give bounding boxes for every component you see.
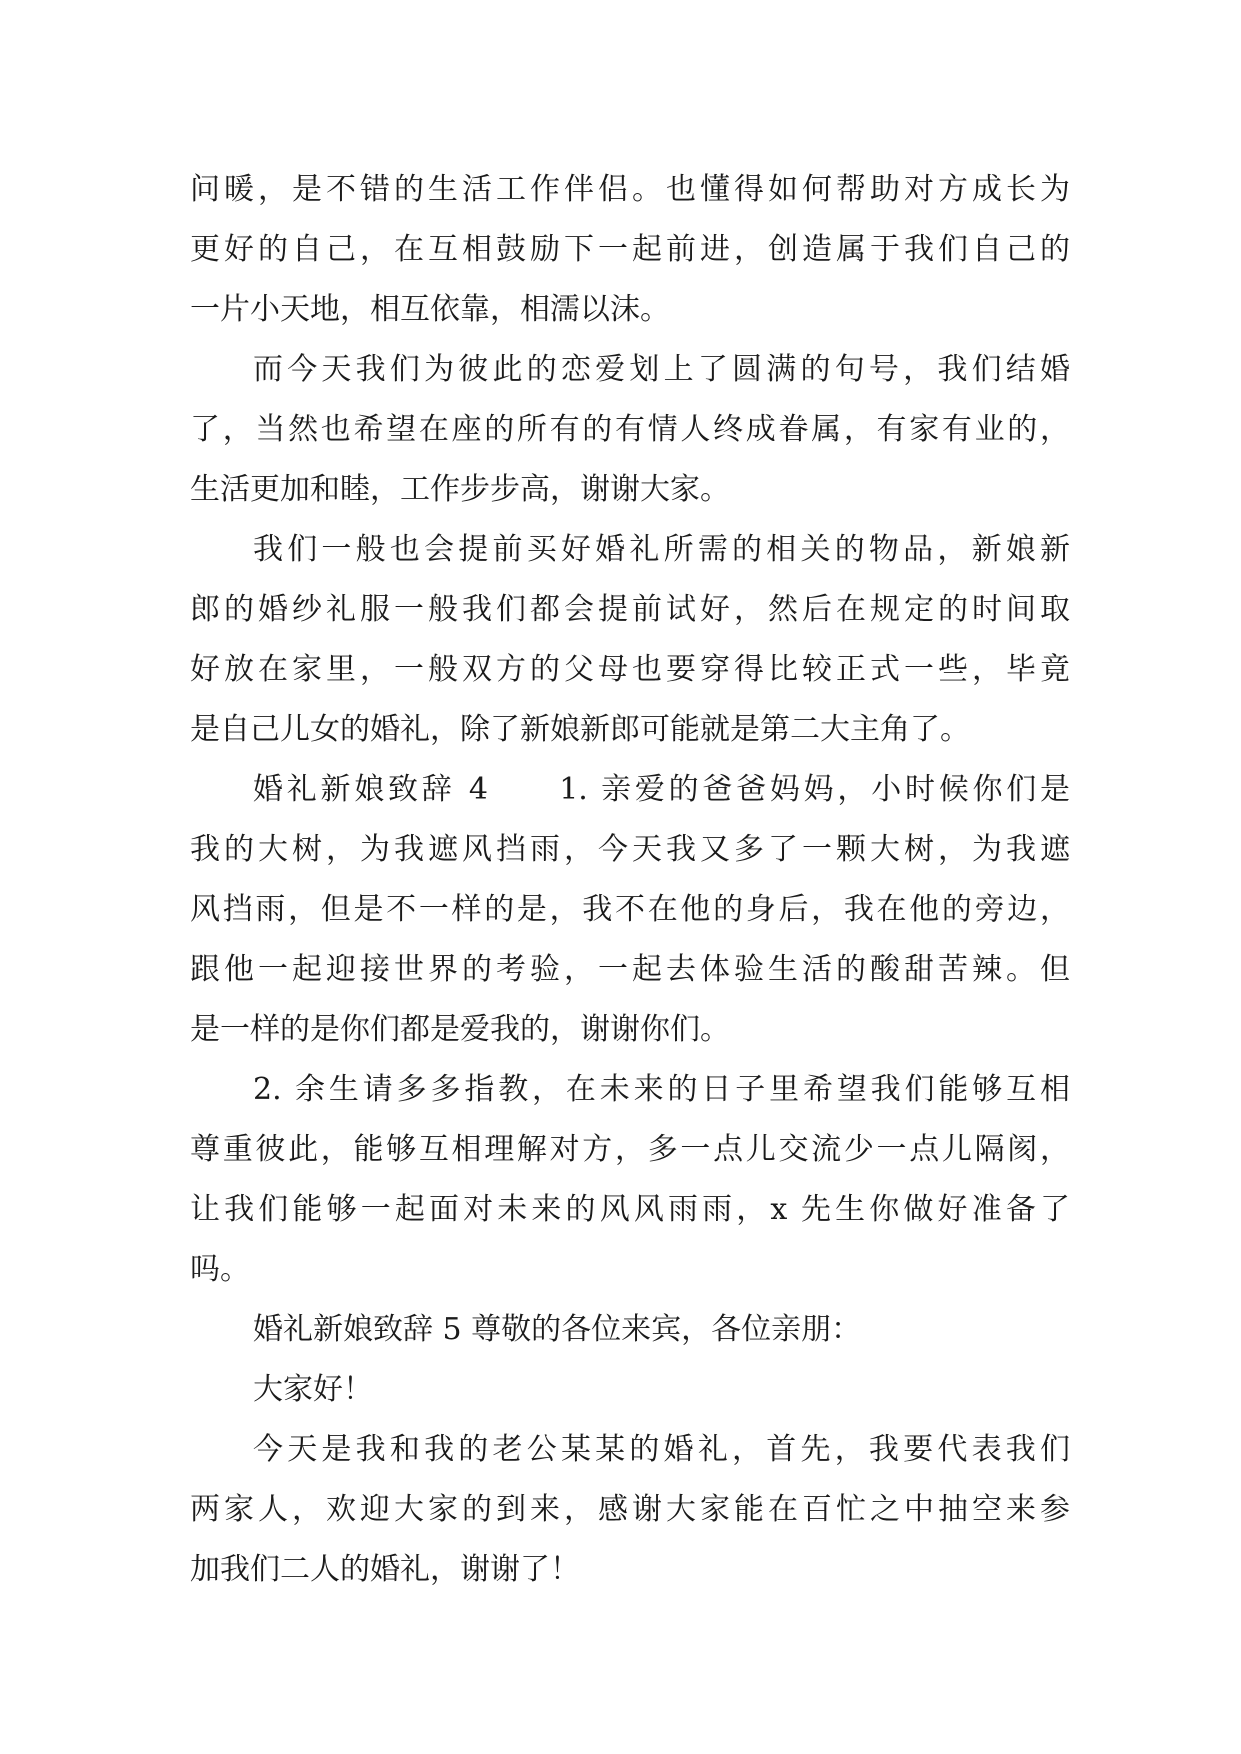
text-line: 风挡雨，但是不一样的是，我不在他的身后，我在他的旁边， [190,892,1070,927]
text-line: 大家好！ [253,1372,373,1407]
text-line: 一片小天地，相互依靠，相濡以沫。 [190,292,670,327]
text-line: 婚礼新娘致辞 5 尊敬的各位来宾，各位亲朋： [253,1312,862,1347]
text-line: 生活更加和睦，工作步步高，谢谢大家。 [190,472,730,507]
text-line: 尊重彼此，能够互相理解对方，多一点儿交流少一点儿隔阂， [190,1132,1070,1167]
paragraph [190,1360,1070,1420]
text-line: 是一样的是你们都是爱我的，谢谢你们。 [190,1012,730,1047]
paragraph [190,340,1070,520]
paragraph [190,520,1070,760]
text-line: 了，当然也希望在座的所有的有情人终成眷属，有家有业的， [190,412,1070,447]
text-line: 我的大树，为我遮风挡雨，今天我又多了一颗大树，为我遮 [190,832,1070,867]
document-body [190,160,1070,1600]
text-line: 我们一般也会提前买好婚礼所需的相关的物品，新娘新 [253,532,1070,567]
text-line: 好放在家里，一般双方的父母也要穿得比较正式一些，毕竟 [190,652,1070,687]
text-line: 跟他一起迎接世界的考验，一起去体验生活的酸甜苦辣。但 [190,952,1070,987]
text-line: 婚礼新娘致辞 4 1. 亲爱的爸爸妈妈，小时候你们是 [253,772,1070,807]
paragraph [190,760,1070,1060]
text-line: 两家人，欢迎大家的到来，感谢大家能在百忙之中抽空来参 [190,1492,1070,1527]
text-line: 更好的自己，在互相鼓励下一起前进，创造属于我们自己的 [190,232,1070,267]
text-line: 让我们能够一起面对未来的风风雨雨，x 先生你做好准备了 [190,1192,1070,1227]
text-line: 问暖，是不错的生活工作伴侣。也懂得如何帮助对方成长为 [190,172,1070,207]
text-line: 今天是我和我的老公某某的婚礼，首先，我要代表我们 [253,1432,1070,1467]
text-line: 而今天我们为彼此的恋爱划上了圆满的句号，我们结婚 [253,352,1070,387]
text-line: 郎的婚纱礼服一般我们都会提前试好，然后在规定的时间取 [190,592,1070,627]
paragraph [190,1300,1070,1360]
text-line: 2. 余生请多多指教，在未来的日子里希望我们能够互相 [253,1072,1070,1107]
text-line: 吗。 [190,1252,250,1287]
text-line: 是自己儿女的婚礼，除了新娘新郎可能就是第二大主角了。 [190,712,970,747]
paragraph [190,1420,1070,1600]
text-line: 加我们二人的婚礼，谢谢了！ [190,1552,580,1587]
paragraph [190,1060,1070,1300]
paragraph [190,160,1070,340]
